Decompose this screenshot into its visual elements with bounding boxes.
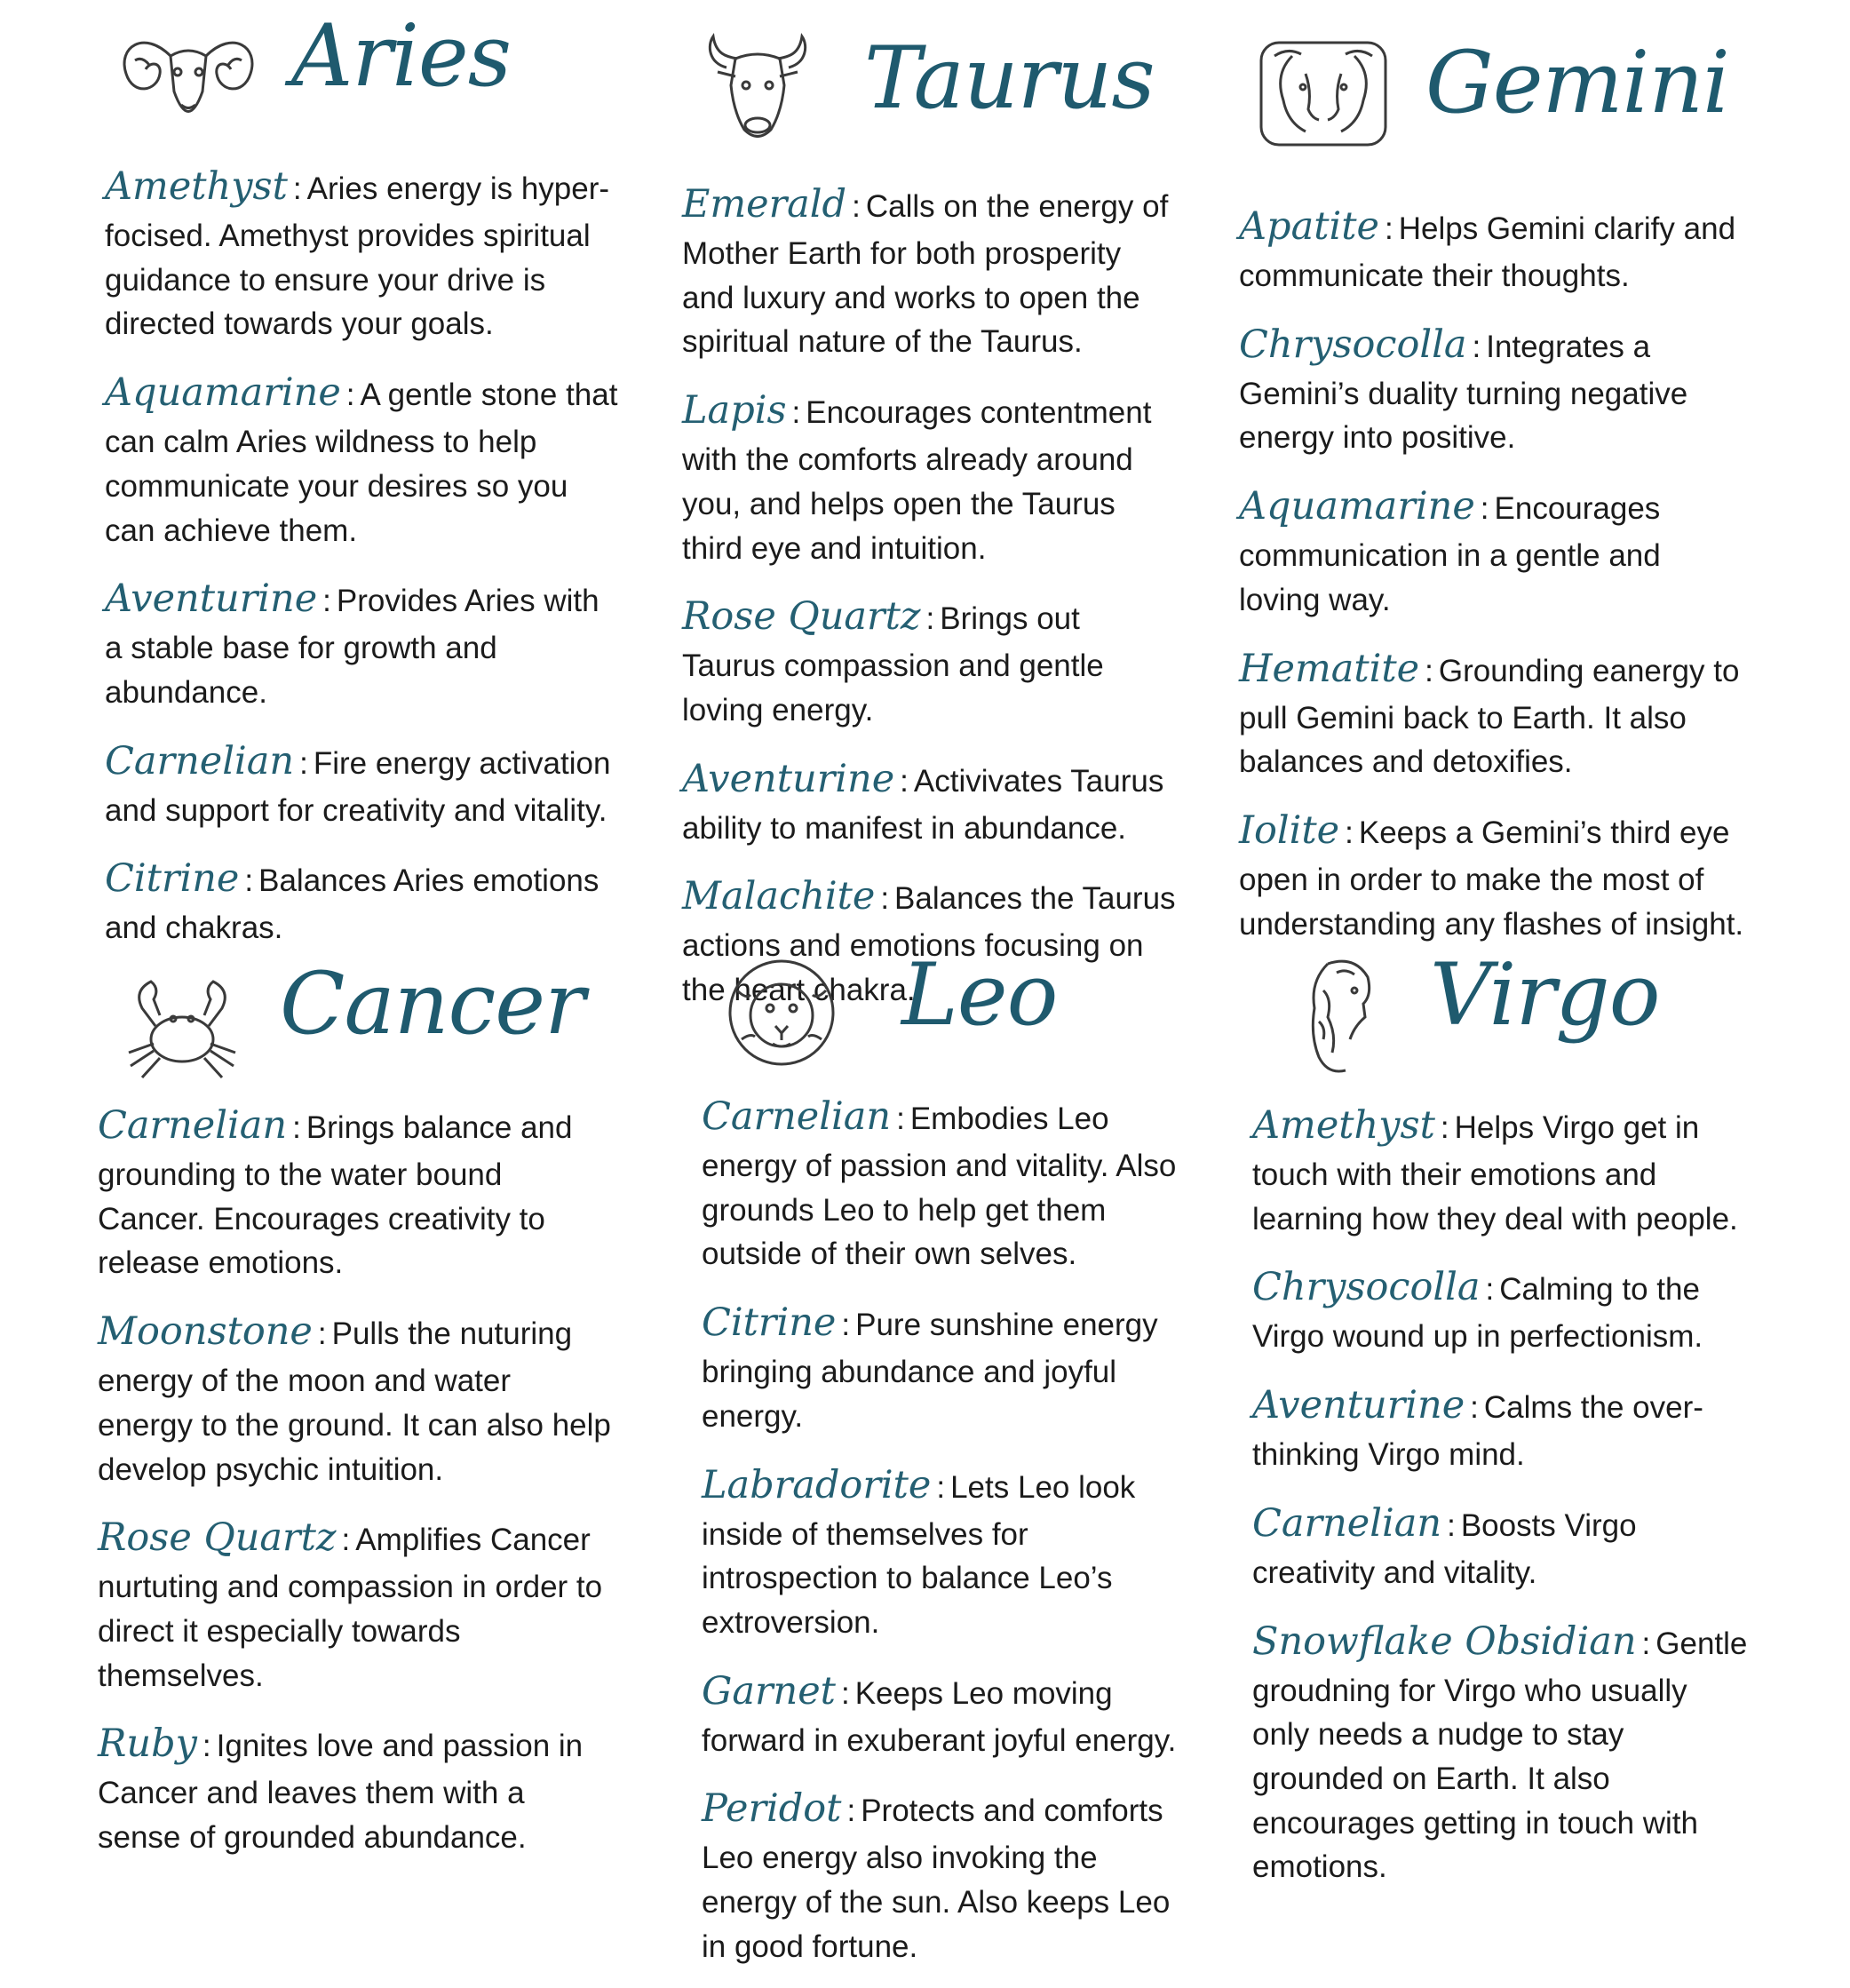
list-item	[98, 1717, 613, 1859]
sign-header	[1252, 945, 1750, 1088]
stone-description: Brings out Taurus compassion and gentle loving energy.	[682, 601, 1104, 728]
separator: :	[1480, 491, 1489, 527]
stone-list	[682, 178, 1179, 1013]
stone-name: Garnet	[702, 1668, 836, 1714]
list-item	[702, 1782, 1181, 1968]
stone-description: Amplifies Cancer nurtuting and compassion in order to direct it especially towards themselves.	[98, 1523, 603, 1693]
separator: :	[1641, 1626, 1651, 1661]
sign-header	[98, 954, 613, 1088]
stone-list	[105, 160, 620, 950]
separator: :	[841, 1308, 851, 1343]
sign-title: Taurus	[864, 28, 1155, 128]
stone-description: Fire energy activation and support for creativity and vitality.	[105, 745, 611, 828]
list-item	[1252, 1497, 1750, 1595]
stone-name: Malachite	[682, 874, 876, 919]
separator: :	[852, 189, 861, 224]
separator: :	[299, 745, 308, 781]
stone-list	[1239, 200, 1750, 946]
separator: :	[322, 584, 331, 619]
crab-icon	[120, 973, 244, 1084]
separator: :	[1447, 1507, 1456, 1543]
list-item	[682, 752, 1179, 851]
stone-list	[1252, 1099, 1750, 1889]
stone-description: Provides Aries with a stable base for growth and abundance.	[105, 584, 599, 710]
stone-description: Calming to the Virgo wound up in perfectionism.	[1252, 1272, 1703, 1355]
stone-name: Amethyst	[1252, 1103, 1435, 1148]
stone-name: Carnelian	[702, 1094, 892, 1139]
sign-card-aries	[105, 6, 620, 970]
list-item	[98, 1305, 613, 1491]
stone-description: Protects and comforts Leo energy also invoking the energy of the sun. Also keeps Leo in good fortune.	[702, 1793, 1171, 1964]
list-item	[105, 735, 620, 833]
stone-description: Calls on the energy of Mother Earth for both prosperity and luxury and works to open the spiritual nature of the Taurus.	[682, 189, 1169, 360]
sign-header	[1239, 34, 1750, 189]
sign-card-cancer	[98, 954, 613, 1880]
stone-name: Labradorite	[702, 1462, 932, 1507]
list-item	[105, 366, 620, 553]
separator: :	[896, 1101, 905, 1136]
stone-name: Rose Quartz	[682, 594, 921, 640]
separator: :	[1425, 653, 1433, 688]
sign-title: Cancer	[280, 954, 584, 1054]
list-item	[1252, 1260, 1750, 1359]
list-item	[98, 1511, 613, 1698]
stone-description: Calms the over-thinking Virgo mind.	[1252, 1390, 1703, 1473]
sign-card-virgo	[1252, 945, 1750, 1909]
stone-description: Ignites love and passion in Cancer and leaves them with a sense of grounded abundance.	[98, 1729, 584, 1856]
list-item	[702, 1296, 1181, 1438]
list-item	[1252, 1099, 1750, 1241]
list-item	[105, 572, 620, 714]
separator: :	[1472, 329, 1481, 364]
sign-title: Aries	[291, 6, 511, 106]
sign-header	[682, 25, 1179, 167]
stone-description: A gentle stone that can calm Aries wildness to help communicate your desires so you can achieve them.	[105, 378, 618, 548]
stone-name: Citrine	[105, 856, 240, 902]
separator: :	[244, 863, 254, 899]
stone-name: Carnelian	[1252, 1500, 1442, 1546]
separator: :	[1345, 815, 1354, 850]
sign-card-gemini	[1239, 34, 1750, 966]
list-item	[1252, 1615, 1750, 1889]
stone-name: Snowflake Obsidian	[1252, 1618, 1637, 1664]
separator: :	[1485, 1272, 1495, 1308]
separator: :	[292, 1110, 301, 1145]
list-item	[702, 1459, 1181, 1645]
stone-name: Emerald	[682, 182, 847, 227]
stone-name: Peridot	[702, 1786, 842, 1832]
ram-head-icon	[117, 20, 259, 131]
list-item	[1239, 804, 1750, 946]
stone-description: Grounding eanergy to pull Gemini back to Earth. It also balances and detoxifies.	[1239, 653, 1740, 780]
stone-description: Aries energy is hyper-focised. Amethyst provides spiritual guidance to ensure your drive is directed towards your goals.	[105, 171, 610, 342]
stone-description: Gentle groudning for Virgo who usually only needs a nudge to stay grounded on Earth. It also encourages getting in touch with emotions.	[1252, 1626, 1748, 1885]
twins-faces-icon	[1257, 38, 1390, 149]
stone-description: Encourages contentment with the comforts already around you, and helps open the Taurus third eye and intuition.	[682, 395, 1152, 566]
stone-name: Chrysocolla	[1239, 322, 1467, 367]
separator: :	[936, 1469, 946, 1505]
lion-head-icon	[724, 955, 839, 1070]
sign-card-taurus	[682, 25, 1179, 1032]
separator: :	[345, 378, 355, 413]
stone-name: Moonstone	[98, 1309, 313, 1355]
separator: :	[925, 601, 935, 637]
list-item	[702, 1090, 1181, 1276]
sign-title: Virgo	[1430, 945, 1660, 1045]
separator: :	[900, 763, 909, 799]
stone-name: Citrine	[702, 1300, 837, 1346]
stone-name: Aventurine	[682, 756, 895, 801]
stone-list	[702, 1090, 1181, 1968]
list-item	[1239, 480, 1750, 622]
list-item	[1239, 200, 1750, 298]
separator: :	[317, 1316, 327, 1352]
separator: :	[292, 171, 302, 206]
separator: :	[1470, 1390, 1479, 1426]
list-item	[105, 160, 620, 346]
sign-header	[702, 945, 1181, 1079]
separator: :	[846, 1793, 856, 1829]
list-item	[702, 1665, 1181, 1763]
sign-header	[105, 6, 620, 149]
stone-name: Hematite	[1239, 646, 1420, 691]
stone-name: Apatite	[1239, 204, 1379, 249]
list-item	[1239, 318, 1750, 460]
stone-description: Helps Gemini clarify and communicate their thoughts.	[1239, 211, 1736, 294]
stone-name: Amethyst	[105, 164, 288, 209]
stone-description: Pulls the nuturing energy of the moon and water energy to the ground. It can also help develop psychic intuition.	[98, 1316, 611, 1487]
stone-description: Keeps Leo moving forward in exuberant joyful energy.	[702, 1675, 1177, 1758]
stone-name: Aquamarine	[1239, 484, 1475, 529]
stone-name: Carnelian	[98, 1103, 288, 1148]
stone-description: Embodies Leo energy of passion and vitality. Also grounds Leo to help get them outside of their own selves.	[702, 1101, 1177, 1272]
sign-card-leo	[702, 945, 1181, 1988]
stone-name: Iolite	[1239, 808, 1340, 853]
stone-description: Integrates a Gemini’s duality turning negative energy into positive.	[1239, 329, 1688, 456]
sign-title: Leo	[901, 945, 1058, 1045]
stone-name: Aventurine	[1252, 1383, 1465, 1428]
list-item	[105, 852, 620, 950]
list-item	[682, 178, 1179, 364]
stone-description: Encourages communication in a gentle and loving way.	[1239, 491, 1661, 617]
stone-description: Balances Aries emotions and chakras.	[105, 863, 599, 946]
stone-list	[98, 1099, 613, 1860]
stone-description: Activivates Taurus ability to manifest in abundance.	[682, 763, 1164, 846]
list-item	[682, 384, 1179, 570]
stone-name: Ruby	[98, 1722, 197, 1767]
sign-title: Gemini	[1425, 33, 1729, 132]
list-item	[682, 590, 1179, 732]
list-item	[1252, 1379, 1750, 1477]
separator: :	[341, 1523, 351, 1558]
stone-description: Pure sunshine energy bringing abundance and joyful energy.	[702, 1308, 1158, 1434]
stone-name: Carnelian	[105, 738, 295, 783]
stone-name: Aventurine	[105, 577, 318, 622]
stone-description: Keeps a Gemini’s third eye open in order to make the most of understanding any flashes of insight.	[1239, 815, 1744, 942]
bull-head-icon	[700, 32, 815, 147]
maiden-profile-icon	[1301, 955, 1390, 1079]
separator: :	[1384, 211, 1393, 246]
separator: :	[791, 395, 801, 431]
stone-name: Rose Quartz	[98, 1515, 337, 1561]
separator: :	[1440, 1110, 1449, 1145]
stone-description: Boosts Virgo creativity and vitality.	[1252, 1507, 1637, 1590]
stone-name: Chrysocolla	[1252, 1265, 1481, 1310]
stone-description: Helps Virgo get in touch with their emotions and learning how they deal with people.	[1252, 1110, 1738, 1237]
list-item	[98, 1099, 613, 1285]
stone-description: Brings balance and grounding to the water bound Cancer. Encourages creativity to release emotions.	[98, 1110, 573, 1281]
list-item	[1239, 642, 1750, 784]
separator: :	[840, 1675, 850, 1711]
stone-description: Balances the Taurus actions and emotions focusing on the heart chakra.	[682, 881, 1176, 1008]
stone-description: Lets Leo look inside of themselves for introspection to balance Leo’s extroversion.	[702, 1469, 1136, 1640]
separator: :	[202, 1729, 211, 1764]
stone-name: Lapis	[682, 388, 787, 433]
stone-name: Aquamarine	[105, 370, 341, 416]
separator: :	[880, 881, 890, 917]
